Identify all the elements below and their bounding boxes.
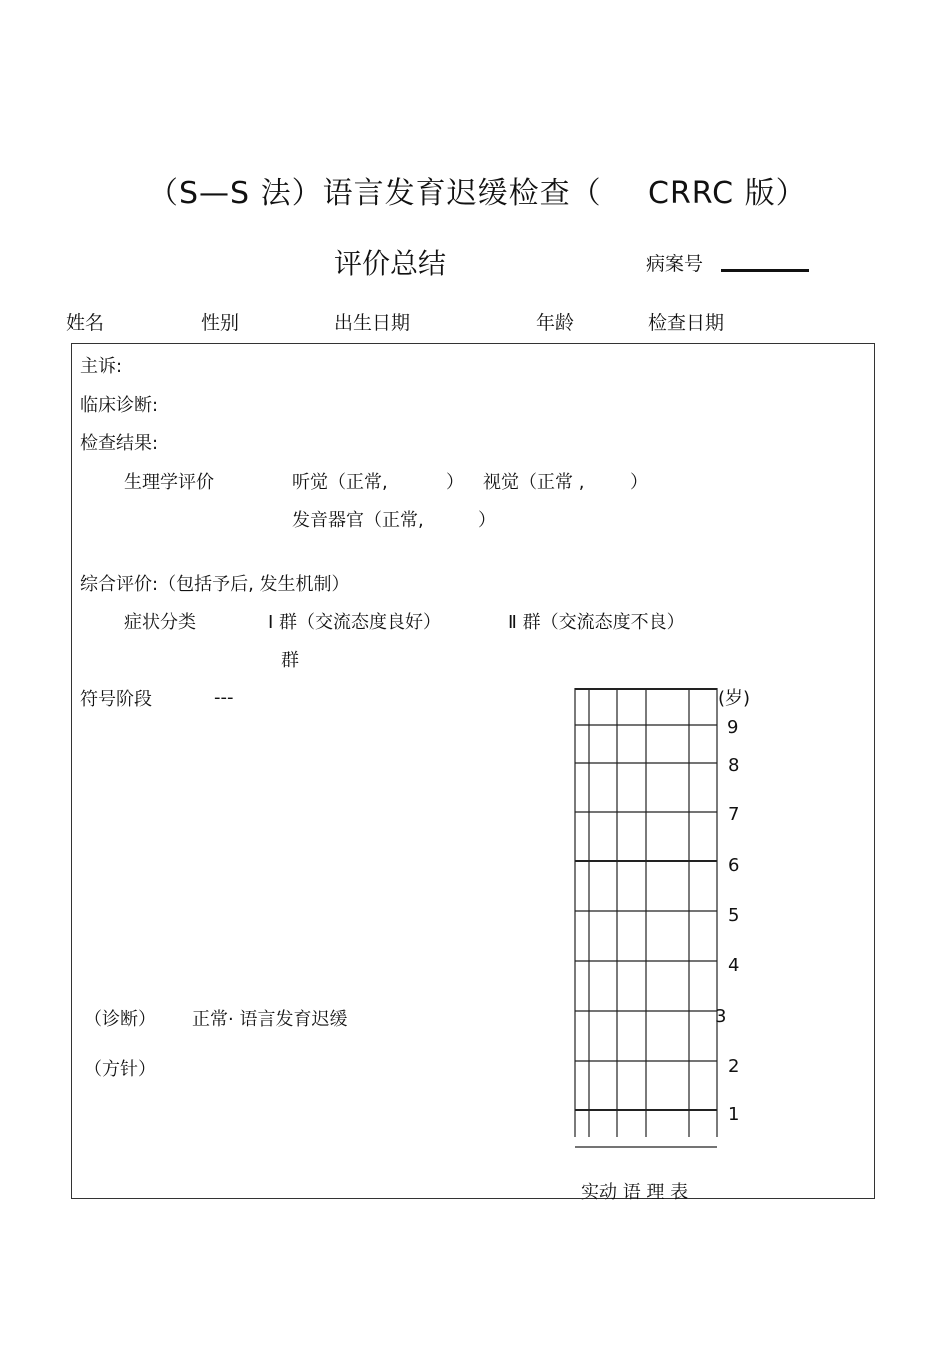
age-label-6: 6 <box>728 855 740 876</box>
exam-date-label: 检查日期 <box>648 312 725 334</box>
clinical-diagnosis-label: 临床诊断: <box>80 395 159 416</box>
age-label-4: 4 <box>728 955 740 976</box>
age-label-1: 1 <box>728 1104 740 1125</box>
age-label: 年龄 <box>536 312 575 334</box>
age-label-2: 2 <box>728 1056 740 1077</box>
group-extra-label: 群 <box>281 650 299 671</box>
overall-evaluation-label: 综合评价:（包括予后, 发生机制） <box>80 574 350 595</box>
plan-label: （方针） <box>84 1059 156 1080</box>
diagnosis-label: （诊断） <box>84 1009 156 1030</box>
complaint-label: 主诉: <box>80 356 123 377</box>
articulation-close: ） <box>478 510 496 531</box>
physiology-label: 生理学评价 <box>124 472 214 493</box>
hearing-label: 听觉（正常, <box>292 472 388 493</box>
diagnosis-value: 正常· 语言发育迟缓 <box>192 1009 348 1030</box>
symbol-stage-dashes: --- <box>214 687 234 708</box>
birth-date-label: 出生日期 <box>334 312 411 334</box>
age-unit-label: (岁) <box>718 688 751 709</box>
age-label-5: 5 <box>728 905 740 926</box>
exam-results-label: 检查结果: <box>80 433 159 454</box>
symptom-classification-label: 症状分类 <box>124 612 196 633</box>
articulation-label: 发音器官（正常, <box>292 510 424 531</box>
vision-label: 视觉（正常 , <box>483 472 585 493</box>
document-title-left: （S—S 法）语言发育迟缓检查（ <box>148 176 602 211</box>
document-title-right: CRRC 版） <box>648 176 807 211</box>
age-label-9: 9 <box>727 717 739 738</box>
vision-close: ） <box>630 472 648 493</box>
age-label-3: 3 <box>715 1006 727 1027</box>
symbol-stage-label: 符号阶段 <box>80 689 152 710</box>
chart-footer-label: 实动 语 理 表 <box>581 1182 689 1203</box>
hearing-close: ） <box>446 472 464 493</box>
case-number-label: 病案号 <box>646 253 704 275</box>
group-one-option: Ⅰ 群（交流态度良好） <box>268 612 442 633</box>
age-label-7: 7 <box>728 804 740 825</box>
group-two-option: Ⅱ 群（交流态度不良） <box>508 612 685 633</box>
age-label-8: 8 <box>728 755 740 776</box>
gender-label: 性别 <box>201 312 240 334</box>
name-label: 姓名 <box>66 312 105 334</box>
document-subtitle: 评价总结 <box>334 247 447 280</box>
